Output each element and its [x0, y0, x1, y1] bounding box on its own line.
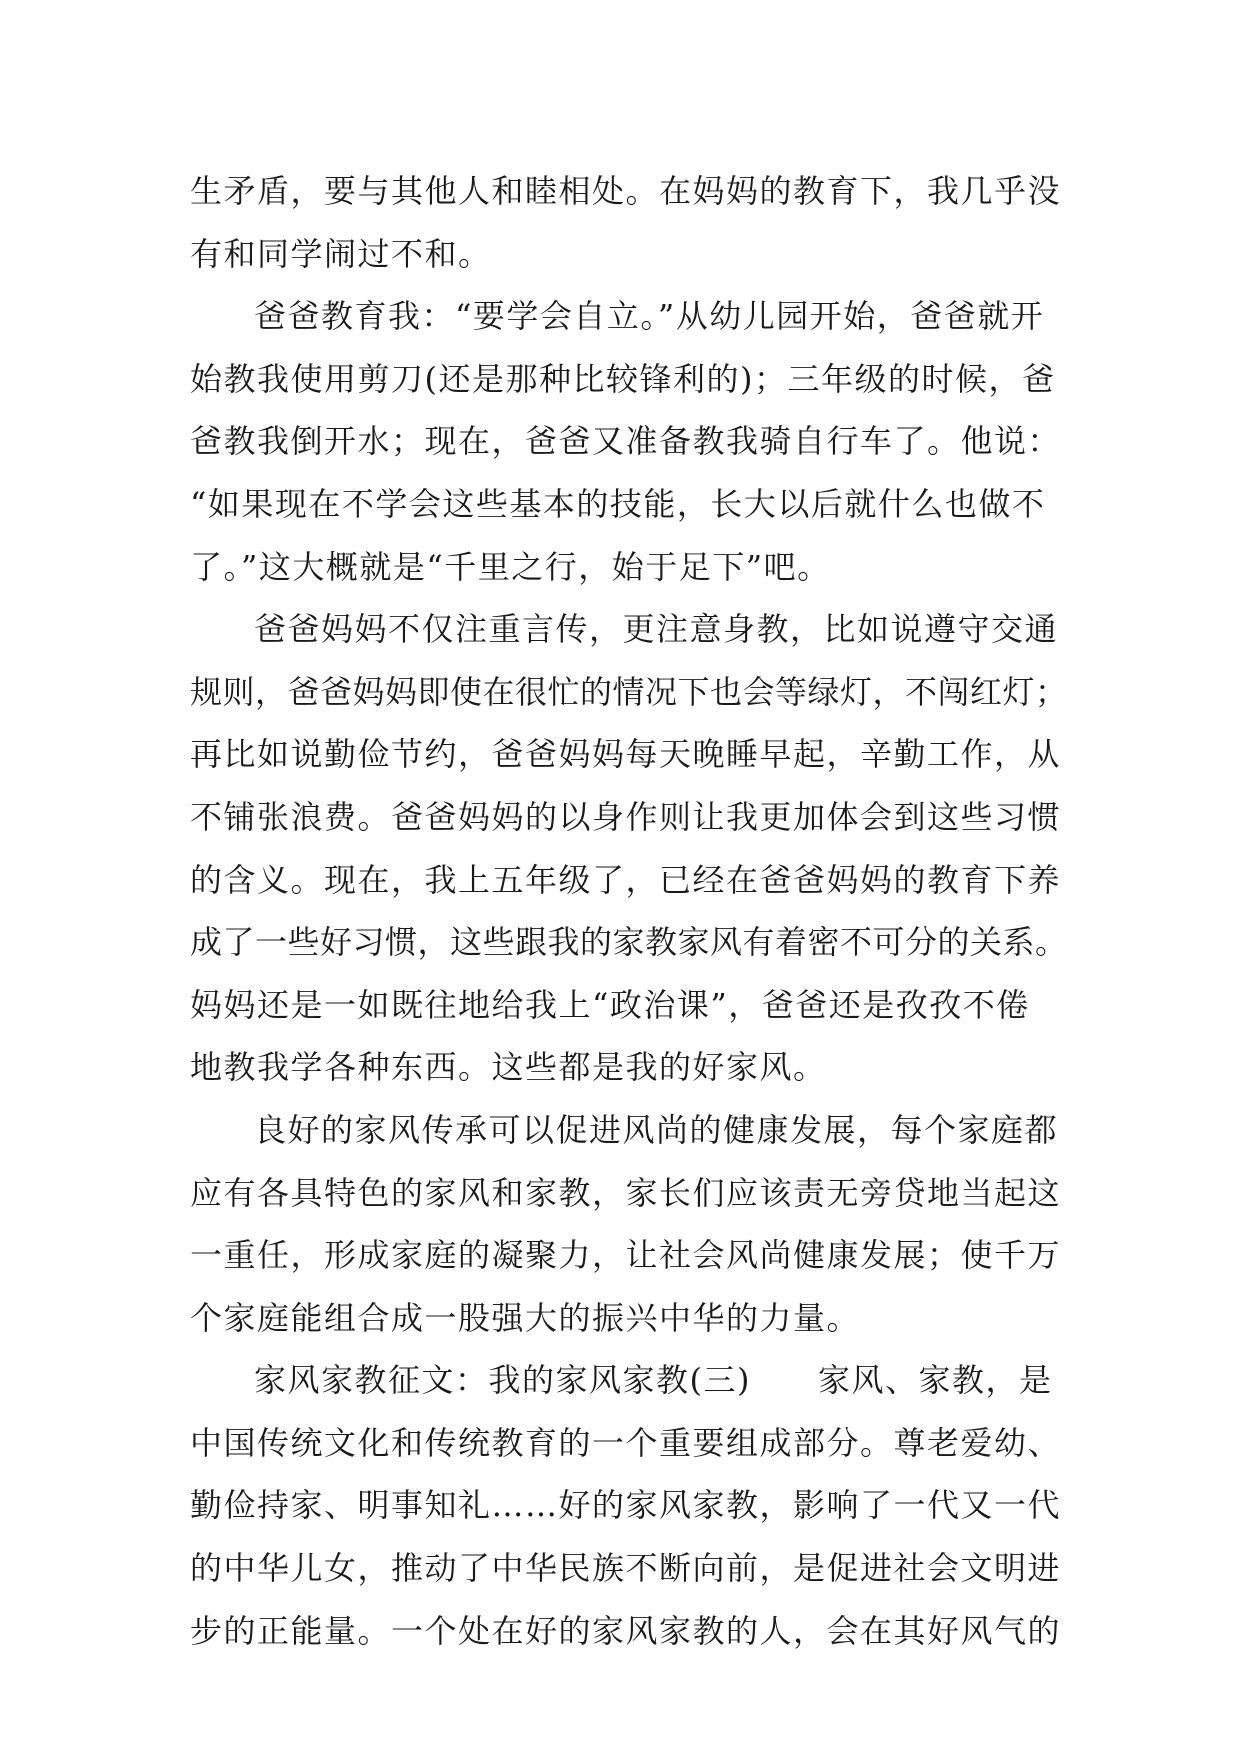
text-line: 个家庭能组合成一股强大的振兴中华的力量。 — [190, 1298, 861, 1337]
text-line: 成了一些好习惯，这些跟我的家教家风有着密不可分的关系。 — [190, 923, 1068, 962]
text-line: 生矛盾，要与其他人和睦相处。在妈妈的教育下，我几乎没 — [190, 172, 1062, 210]
text-line: 规则，爸爸妈妈即使在很忙的情况下也会等绿灯，不闯红灯； — [190, 672, 1068, 711]
body-text — [190, 160, 1070, 1662]
text-line: 爸教我倒开水；现在，爸爸又准备教我骑自行车了。他说： — [190, 422, 1062, 461]
text-line: 妈妈还是一如既往地给我上“政治课”，爸爸还是孜孜不倦 — [190, 985, 1030, 1024]
text-line: 不铺张浪费。爸爸妈妈的以身作则让我更加体会到这些习惯 — [190, 797, 1062, 836]
text-line: 的中华儿女，推动了中华民族不断向前，是促进社会文明进 — [190, 1549, 1062, 1588]
text-line: 中国传统文化和传统教育的一个重要组成部分。尊老爱幼、 — [190, 1423, 1062, 1462]
text-line: 家风家教征文：我的家风家教(三) 家风、家教，是 — [254, 1361, 1053, 1400]
text-line: “如果现在不学会这些基本的技能，长大以后就什么也做不 — [190, 484, 1046, 523]
text-line: 爸爸教育我：“要学会自立。”从幼儿园开始，爸爸就开 — [254, 297, 1045, 336]
text-line: 良好的家风传承可以促进风尚的健康发展，每个家庭都 — [254, 1110, 1059, 1149]
text-line: 再比如说勤俭节约，爸爸妈妈每天晚睡早起，辛勤工作，从 — [190, 735, 1062, 774]
text-line: 勤俭持家、明事知礼……好的家风家教，影响了一代又一代 — [190, 1486, 1062, 1525]
text-line: 的含义。现在，我上五年级了，已经在爸爸妈妈的教育下养 — [190, 860, 1062, 899]
text-line: 有和同学闹过不和。 — [190, 234, 492, 273]
text-line: 步的正能量。一个处在好的家风家教的人，会在其好风气的 — [190, 1611, 1062, 1650]
text-line: 地教我学各种东西。这些都是我的好家风。 — [190, 1048, 827, 1087]
text-line: 一重任，形成家庭的凝聚力，让社会风尚健康发展；使千万 — [190, 1236, 1062, 1275]
text-line: 始教我使用剪刀(还是那种比较锋利的)；三年级的时候，爸 — [190, 359, 1056, 398]
text-line: 应有各具特色的家风和家教，家长们应该责无旁贷地当起这 — [190, 1173, 1062, 1212]
text-line: 了。”这大概就是“千里之行，始于足下”吧。 — [190, 547, 831, 586]
text-line: 爸爸妈妈不仅注重言传，更注意身教，比如说遵守交通 — [254, 610, 1059, 649]
